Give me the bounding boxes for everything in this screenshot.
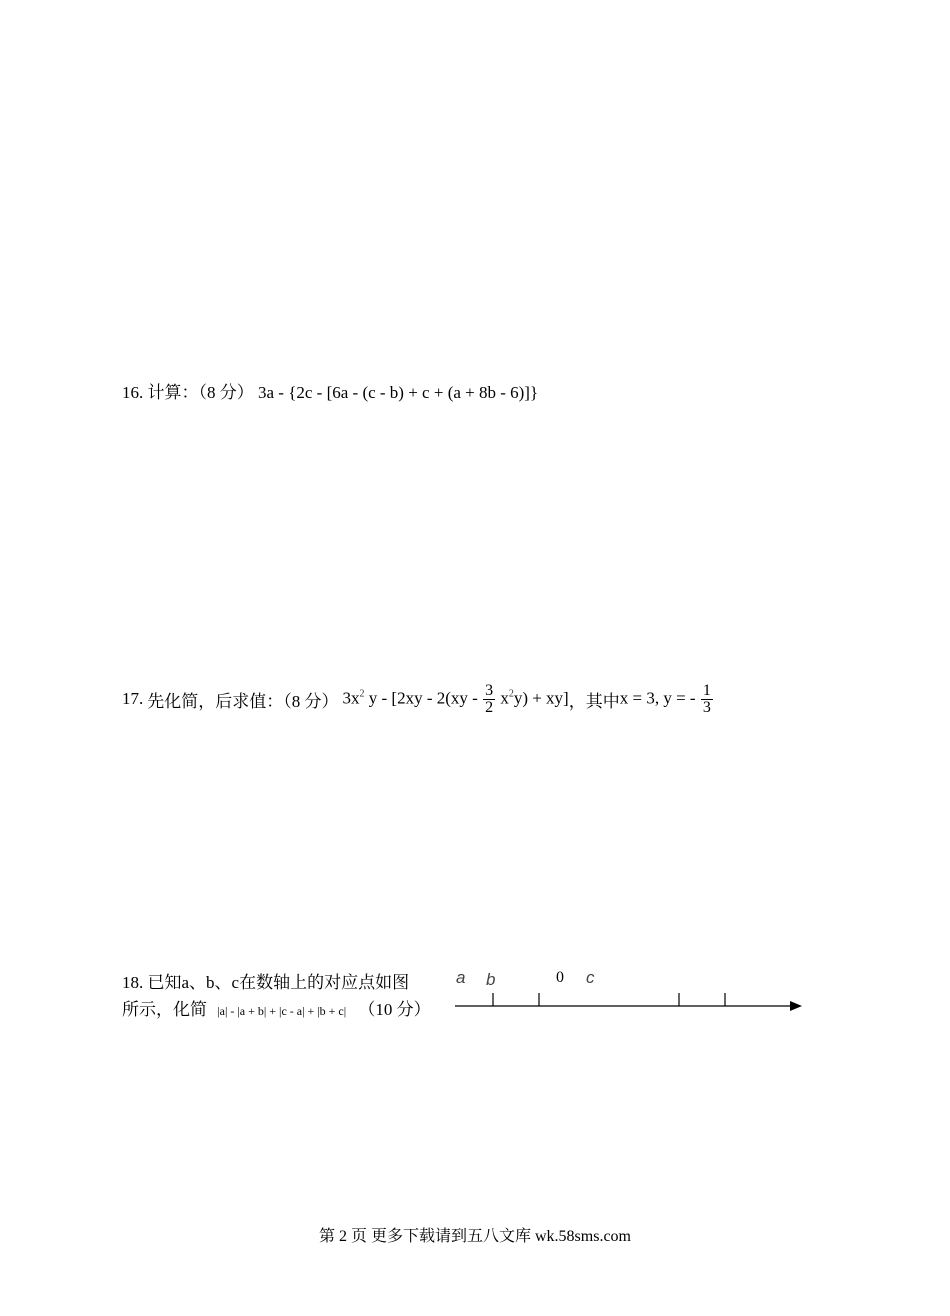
expr-part-a: 3x xyxy=(342,687,360,707)
fraction-one-third xyxy=(701,683,713,716)
question-18-expression: |a| - |a + b| + |c - a| + |b + c| xyxy=(217,1004,347,1018)
expr-part-b: y - [2xy - 2(xy - xyxy=(368,687,478,707)
question-16 xyxy=(122,378,538,403)
question-17-condition xyxy=(620,683,714,716)
expr-part-c: x xyxy=(500,687,509,707)
fraction-three-halves xyxy=(483,683,495,716)
question-18-number: 18. xyxy=(122,973,144,992)
question-18-points: （10 分） xyxy=(358,1000,431,1019)
question-18-statement: 已知a、b、c在数轴上的对应点如图 xyxy=(147,973,410,992)
number-line xyxy=(440,988,810,1018)
question-17-label: 先化简，后求值：（8 分） xyxy=(147,691,339,711)
question-16-number: 16. xyxy=(122,383,144,402)
question-17-where: ，其中 xyxy=(568,691,620,711)
fraction-numerator: 3 xyxy=(485,681,494,699)
number-line-arrow-icon xyxy=(790,1001,802,1011)
fraction-numerator: 1 xyxy=(702,681,711,699)
numline-label-c: c xyxy=(586,968,595,987)
question-17 xyxy=(122,676,714,722)
question-18-line-2 xyxy=(122,995,431,1020)
numline-label-b: b xyxy=(486,970,496,989)
numline-label-zero: 0 xyxy=(556,969,564,986)
page-footer: 第 2 页 更多下载请到五八文库 wk.58sms.com xyxy=(318,1228,631,1245)
question-17-number: 17. xyxy=(122,689,144,708)
question-18-line-1 xyxy=(122,968,409,993)
fraction-denominator: 3 xyxy=(702,698,711,716)
numline-label-a: a xyxy=(456,968,466,987)
expr-part-d: y) + xy] xyxy=(513,687,569,707)
question-16-label: 计算：（8 分） xyxy=(147,383,254,402)
question-17-expression xyxy=(343,683,569,716)
question-18-simplify-label: 所示，化简 xyxy=(122,1000,207,1019)
fraction-denominator: 2 xyxy=(485,698,494,716)
exponent: 2 xyxy=(508,687,514,699)
exponent: 2 xyxy=(359,687,365,699)
question-16-expression: 3a - {2c - [6a - (c - b) + c + (a + 8b - 6)]} xyxy=(258,383,539,402)
condition-text: x = 3, y = - xyxy=(619,687,696,707)
